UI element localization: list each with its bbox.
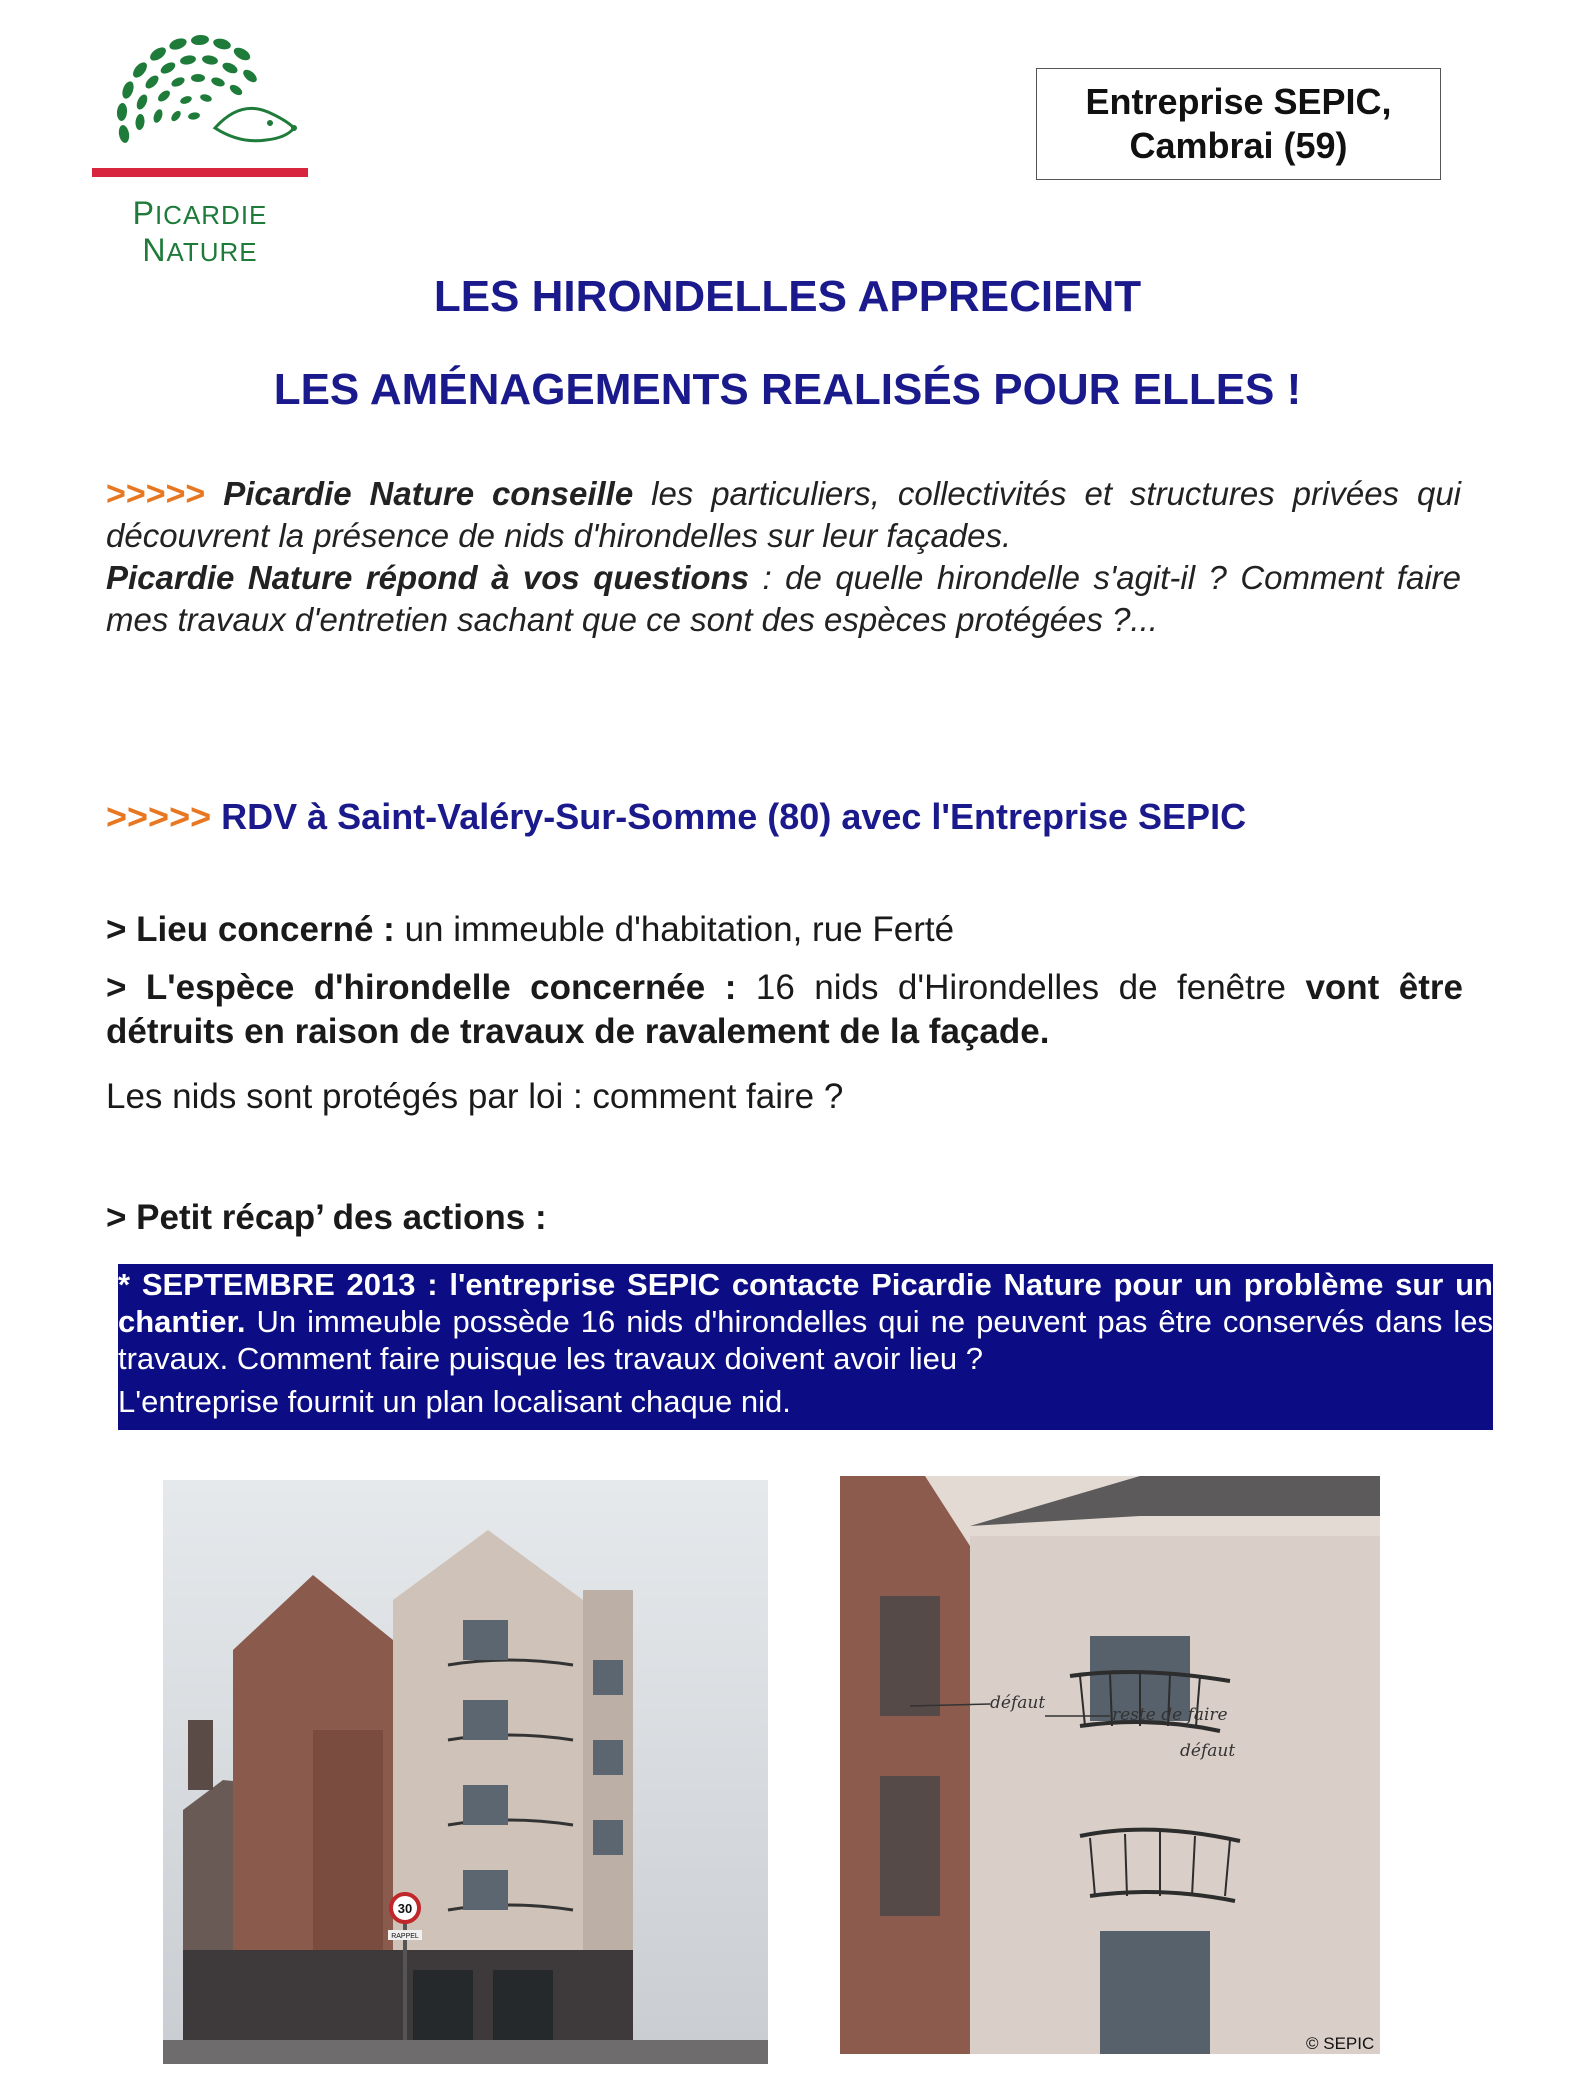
company-name: Entreprise SEPIC, bbox=[1085, 81, 1392, 122]
street-sign: RAPPEL bbox=[391, 1933, 419, 1940]
timeline-box-september-2013 bbox=[118, 1264, 1493, 1430]
rdv-text: RDV à Saint-Valéry-Sur-Somme (80) avec l'Entreprise SEPIC bbox=[211, 796, 1247, 837]
timeline-text2: L'entreprise fournit un plan localisant chaque nid. bbox=[118, 1384, 791, 1419]
company-location: Cambrai (59) bbox=[1129, 125, 1348, 166]
annotation-reste: reste de faire bbox=[1112, 1705, 1228, 1725]
logo-name: PICARDIE NATURE bbox=[132, 195, 268, 268]
lieu-label: > Lieu concerné : bbox=[106, 910, 395, 949]
arrows-marker: >>>>> bbox=[106, 796, 212, 837]
company-box bbox=[1036, 68, 1441, 180]
page-title-line1: LES HIRONDELLES APPRECIENT bbox=[433, 272, 1142, 321]
intro-org-repond: Picardie Nature répond à vos questions bbox=[106, 559, 750, 596]
hedgehog-logo-icon bbox=[90, 20, 310, 195]
intro-org-conseille: Picardie Nature conseille bbox=[223, 475, 634, 512]
lieu-value: un immeuble d'habitation, rue Ferté bbox=[394, 910, 955, 949]
timeline-paragraph bbox=[118, 1266, 1493, 1377]
intro-paragraph bbox=[106, 473, 1461, 641]
intro-text2: : de quelle hirondelle s'agit-il ? Comment faire mes travaux d'entretien sachant que ce sont des espèces protégées ?... bbox=[106, 559, 1461, 638]
timeline-bold: * SEPTEMBRE 2013 : l'entreprise SEPIC contacte Picardie Nature pour un problème sur un chantier. bbox=[118, 1267, 1493, 1339]
picardie-nature-logo bbox=[90, 20, 310, 268]
timeline-text: Un immeuble possède 16 nids d'hirondelles qui ne peuvent pas être conservés dans les travaux. Comment faire puisque les travaux doivent avoir lieu ? bbox=[118, 1304, 1493, 1376]
recap-heading: > Petit récap’ des actions : bbox=[106, 1198, 547, 1237]
intro-text1: les particuliers, collectivités et structures privées qui découvrent la présence de nids d'hirondelles sur leur façades. bbox=[106, 475, 1462, 554]
espece-label: > L'espèce d'hirondelle concernée : bbox=[106, 968, 737, 1007]
detail-lieu bbox=[106, 908, 1463, 952]
detail-espece bbox=[106, 966, 1463, 1054]
arrows-marker: >>>>> bbox=[106, 475, 206, 513]
photo-copyright: © SEPIC bbox=[1306, 2034, 1375, 2053]
rdv-heading bbox=[106, 796, 1506, 838]
annotation-defaut-2: défaut bbox=[1180, 1741, 1236, 1761]
building-photo-street bbox=[163, 1480, 768, 2064]
detail-nids: Les nids sont protégés par loi : comment faire ? bbox=[106, 1077, 844, 1116]
espece-bold: vont être détruits en raison de travaux de ravalement de la façade. bbox=[106, 968, 1463, 1051]
page-title-line2: LES AMÉNAGEMENTS REALISÉS POUR ELLES ! bbox=[273, 365, 1302, 414]
facade-photo-annotated bbox=[840, 1476, 1380, 2054]
annotation-defaut-1: défaut bbox=[990, 1693, 1046, 1713]
speed-sign: 30 bbox=[397, 1901, 413, 1916]
espece-value: 16 nids d'Hirondelles de fenêtre bbox=[736, 968, 1306, 1007]
